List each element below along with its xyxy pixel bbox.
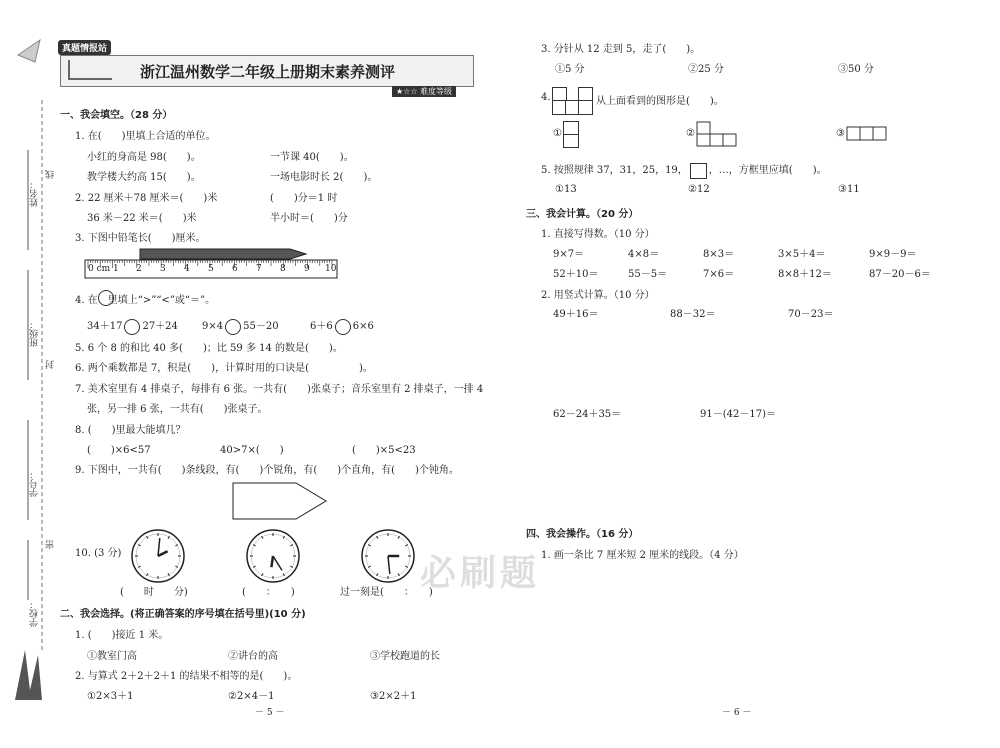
ruler-label-7: 7 — [256, 264, 262, 274]
number-label: 学号： — [30, 470, 40, 497]
school-label: 学校： — [30, 600, 40, 627]
pentagon-figure — [230, 481, 330, 521]
page-title: 浙江温州数学二年级上册期末素养测评 — [140, 63, 396, 81]
s1-opt2: ②讲台的高 — [228, 651, 278, 662]
q8c: ( )×5<23 — [352, 445, 416, 456]
q8-text: 8. ( )里最大能填几？ — [75, 425, 186, 436]
q8a: ( )×6<57 — [87, 445, 151, 456]
clocks — [130, 528, 440, 586]
r5-opt1: ①13 — [555, 184, 577, 195]
ruler-label-9: 9 — [304, 264, 310, 274]
q2c: 36 米－22 米＝( )米 — [87, 213, 197, 224]
q4-row — [87, 317, 178, 335]
q7-line1: 7. 美术室里有 4 排桌子，每排有 6 张。一共有( )张桌子；音乐室里有 2 排桌子，一排 4 — [75, 384, 484, 395]
q8b: 40>7×( ) — [220, 445, 284, 456]
calc1-title: 1. 直接写得数。（10 分） — [541, 229, 655, 240]
q10-label: 10. (3 分) — [75, 548, 122, 559]
secret-text: 密 — [46, 540, 56, 549]
calc-r2-0: 52＋10＝ — [553, 269, 599, 280]
clock3-answer: 过一刻是( ： ) — [340, 587, 433, 598]
q4c-circle[interactable] — [335, 319, 351, 335]
q1a: 小红的身高是 98( )。 — [87, 152, 201, 163]
q1d: 一场电影时长 2( )。 — [270, 172, 378, 183]
header-badge: 真题情报站 — [58, 40, 111, 55]
r3-opt3: ③50 分 — [838, 64, 874, 75]
q4b-left: 9×4 — [202, 321, 224, 332]
r5-opt2: ②12 — [688, 184, 710, 195]
r3-text: 3. 分针从 12 走到 5，走了( )。 — [541, 44, 701, 55]
vert-2: 88－32＝ — [670, 309, 716, 320]
q4b-right: 55－20 — [243, 321, 279, 332]
q1c: 教学楼大约高 15( )。 — [87, 172, 201, 183]
title-deco — [68, 60, 112, 80]
q4a-circle[interactable] — [124, 319, 140, 335]
r4-text: 从上面看到的图形是( )。 — [596, 96, 724, 107]
binding-decoration — [0, 0, 60, 748]
s1-opt3: ③学校跑道的长 — [370, 651, 440, 662]
calc-r2-2: 7×6＝ — [703, 269, 735, 280]
r4-number: 4. — [541, 92, 551, 103]
r3-opt1: ①5 分 — [555, 64, 585, 75]
q4-text — [75, 291, 215, 306]
q7-line2: 张，另一排 6 张，一共有( )张桌子。 — [87, 404, 268, 415]
r5-part2: ，…，方框里应填( )。 — [708, 165, 827, 176]
q4b-circle[interactable] — [225, 319, 241, 335]
vert-1: 49＋16＝ — [553, 309, 599, 320]
watermark: 必刷题 — [420, 553, 541, 594]
calc-r1-4: 9×9－9＝ — [869, 249, 917, 260]
s1-opt1: ①教室门高 — [87, 651, 137, 662]
vert-4: 62－24＋35＝ — [553, 409, 622, 420]
r5-text — [541, 161, 827, 179]
r4-opt3-shape — [846, 126, 890, 142]
ruler-label-10: 10 — [325, 264, 337, 274]
clock2-answer: ( ： ) — [242, 587, 295, 598]
ruler-label-6: 6 — [232, 264, 238, 274]
ruler-label-5: 5 — [208, 264, 214, 274]
ruler-label-3: 3 — [160, 264, 166, 274]
ruler-label-2: 2 — [136, 264, 142, 274]
op1-text: 1. 画一条比 7 厘米短 2 厘米的线段。（4 分） — [541, 550, 744, 561]
q4a-right: 27＋24 — [142, 321, 178, 332]
class-label: 班级： — [30, 320, 40, 347]
q4b — [202, 317, 279, 335]
pencil — [140, 249, 306, 259]
calc-r1-1: 4×8＝ — [628, 249, 660, 260]
calc-r2-1: 55－5＝ — [628, 269, 668, 280]
r4-opt2-shape — [696, 121, 740, 148]
s2-opt1: ①2×3＋1 — [87, 691, 134, 702]
r4-opt1-label: ① — [553, 128, 562, 139]
r5-part1: 5. 按照规律 37，31，25，19， — [541, 165, 688, 176]
r4-opt2-label: ② — [686, 128, 695, 139]
ruler-label-1: 1 — [113, 264, 119, 274]
ruler-label-0: 0 cm — [88, 264, 111, 274]
r5-box — [690, 163, 707, 179]
s2-text: 2. 与算式 2＋2＋2＋1 的结果不相等的是( )。 — [75, 671, 298, 682]
calc-r2-4: 87－20－6＝ — [869, 269, 931, 280]
q2d: 半小时＝( )分 — [270, 213, 348, 224]
section-1-title: 一、我会填空。（28 分） — [60, 110, 173, 121]
q4c-left: 6＋6 — [310, 321, 333, 332]
hour-hand — [271, 556, 273, 567]
r5-opt3: ③11 — [838, 184, 860, 195]
q4a-left: 34＋17 — [87, 321, 123, 332]
s1-text: 1. ( )接近 1 米。 — [75, 630, 169, 641]
s2-opt3: ③2×2＋1 — [370, 691, 417, 702]
q3-text: 3. 下图中铅笔长( )厘米。 — [75, 233, 206, 244]
q4c-right: 6×6 — [352, 321, 374, 332]
page-number-5: － 5 － — [255, 708, 285, 718]
q5-text: 5. 6 个 8 的和比 40 多( )；比 59 多 14 的数是( )。 — [75, 343, 343, 354]
calc-r1-0: 9×7＝ — [553, 249, 585, 260]
section-3-title: 三、我会计算。（20 分） — [526, 209, 639, 220]
seal-text: 封 — [46, 360, 56, 369]
clock1-answer: ( 时 分) — [120, 587, 188, 598]
q6-text: 6. 两个乘数都是 7，积是( )，计算时用的口诀是( )。 — [75, 363, 373, 374]
difficulty-badge: ★☆☆ 难度等级 — [392, 86, 456, 97]
q4-label: 4. 在 里填上“>”“<”或“＝”。 — [75, 295, 216, 306]
vert-5: 91－(42－17)＝ — [700, 409, 776, 420]
calc2-title: 2. 用竖式计算。（10 分） — [541, 290, 655, 301]
r4-opt1-shape — [563, 121, 579, 148]
ruler-label-8: 8 — [280, 264, 286, 274]
calc-r1-2: 8×3＝ — [703, 249, 735, 260]
vert-3: 70－23＝ — [788, 309, 834, 320]
cube — [578, 100, 593, 115]
section-2-title: 二、我会选择。(将正确答案的序号填在括号里)(10 分) — [60, 609, 306, 620]
r4-opt3-label: ③ — [836, 128, 845, 139]
r3-opt2: ②25 分 — [688, 64, 724, 75]
seal-line-text: 线 — [46, 170, 56, 179]
calc-r1-3: 3×5＋4＝ — [778, 249, 826, 260]
name-label: 姓名： — [30, 180, 40, 207]
q4c — [310, 317, 374, 335]
s2-opt2: ②2×4－1 — [228, 691, 275, 702]
q4-circle-example — [98, 290, 114, 306]
q9-text: 9. 下图中，一共有( )条线段，有( )个锐角，有( )个直角，有( )个钝角。 — [75, 465, 459, 476]
calc-r2-3: 8×8＋12＝ — [778, 269, 832, 280]
q2a: 2. 22 厘米＋78 厘米＝( )米 — [75, 193, 218, 204]
q1b: 一节课 40( )。 — [270, 152, 354, 163]
page-number-6: － 6 － — [722, 708, 752, 718]
q2b: ( )分＝1 时 — [270, 193, 338, 204]
q1-text: 1. 在( )里填上合适的单位。 — [75, 131, 216, 142]
ruler-label-4: 4 — [184, 264, 190, 274]
section-4-title: 四、我会操作。（16 分） — [526, 529, 639, 540]
